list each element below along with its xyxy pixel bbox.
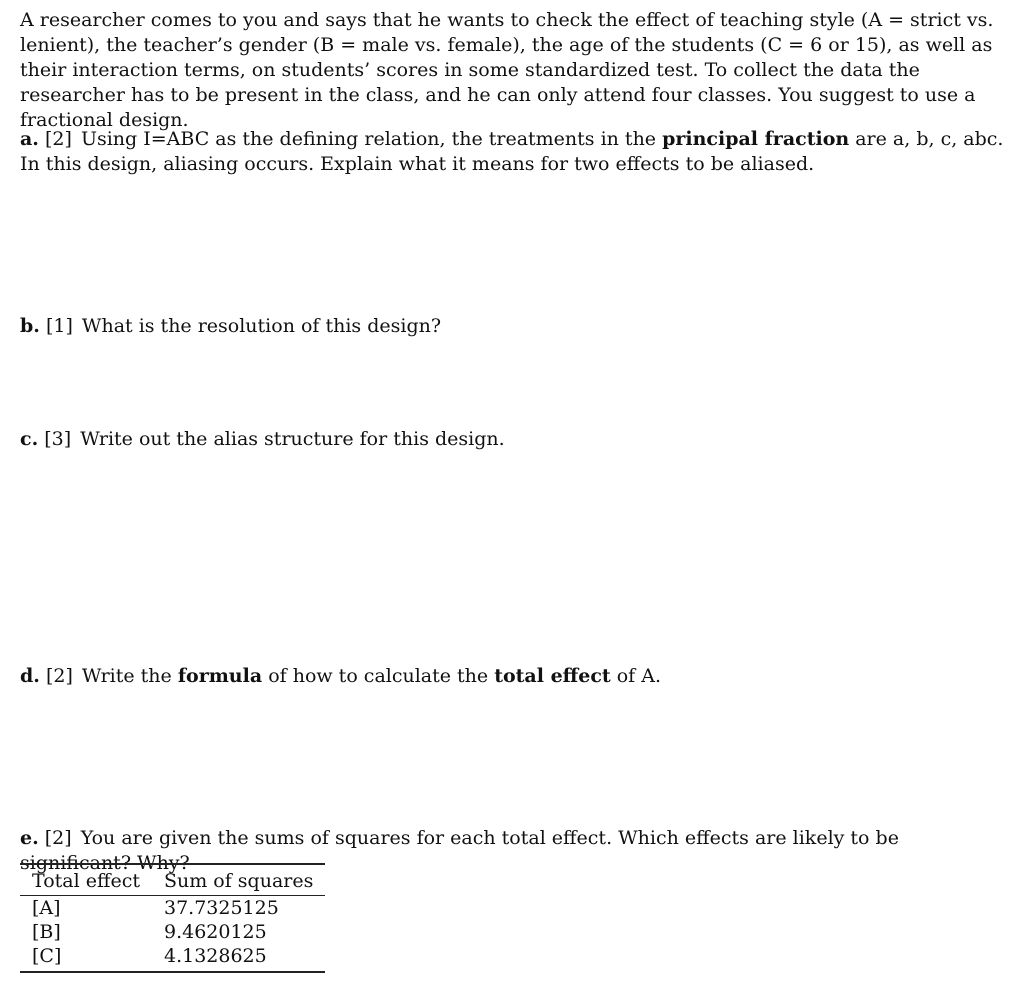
table-header-row xyxy=(20,864,325,896)
question-d-points: [2] xyxy=(45,665,73,687)
question-b-text-1: What is the resolution of this design? xyxy=(81,315,442,337)
question-d xyxy=(20,664,1005,689)
sum-of-squares-table xyxy=(20,863,325,973)
question-e-points: [2] xyxy=(44,827,72,849)
ss-cell: 37.7325125 xyxy=(163,897,279,919)
effect-cell: [A] xyxy=(32,897,61,919)
question-d-bold-1: formula xyxy=(177,665,263,687)
intro-paragraph: A researcher comes to you and says that he wants to check the effect of teaching style (A = strict vs. lenient), the teacher’s gender (B = male vs. female), the age of the students (C = 6 or 15), as well as their interaction terms, on students’ scores in some standardized test. To collect the data the researcher has to be present in the class, and he can only attend four classes. You suggest to use a fractional design. xyxy=(20,9,994,131)
ss-cell: 9.4620125 xyxy=(163,921,267,943)
table-row xyxy=(20,896,325,921)
question-a xyxy=(20,127,1005,177)
question-a-points: [2] xyxy=(44,128,72,150)
question-d-text-1: Write the xyxy=(81,665,178,687)
ss-cell: 4.1328625 xyxy=(152,944,325,972)
question-b xyxy=(20,314,1005,339)
question-a-text-2: are a, b, c, abc. In this design, aliasing occurs. Explain what it means for two effects to be aliased. xyxy=(20,128,1004,175)
table-row xyxy=(20,944,325,972)
question-d-bold-2: total effect xyxy=(494,665,611,687)
effect-cell: [C] xyxy=(20,944,152,972)
question-a-letter: a. xyxy=(20,128,39,150)
question-d-text-2: of how to calculate the xyxy=(262,665,495,687)
question-d-text-3: of A. xyxy=(610,665,662,687)
table-row xyxy=(20,920,325,944)
question-a-text-1: Using I=ABC as the defining relation, the treatments in the xyxy=(80,128,663,150)
question-d-letter: d. xyxy=(20,665,40,687)
question-e-letter: e. xyxy=(20,827,39,849)
question-b-letter: b. xyxy=(20,315,40,337)
effect-cell: [B] xyxy=(32,921,61,943)
header-sum-of-squares: Sum of squares xyxy=(152,864,325,896)
question-b-points: [1] xyxy=(45,315,73,337)
question-c-text-1: Write out the alias structure for this design. xyxy=(80,428,505,450)
question-c-letter: c. xyxy=(20,428,39,450)
document-page xyxy=(20,8,1005,967)
question-e-text-1: You are given the sums of squares for each total effect. Which effects are likely to be significant? Why? xyxy=(20,827,899,874)
header-total-effect: Total effect xyxy=(20,864,152,896)
question-c-points: [3] xyxy=(44,428,72,450)
question-c xyxy=(20,427,1005,452)
question-a-bold-1: principal fraction xyxy=(662,128,850,150)
